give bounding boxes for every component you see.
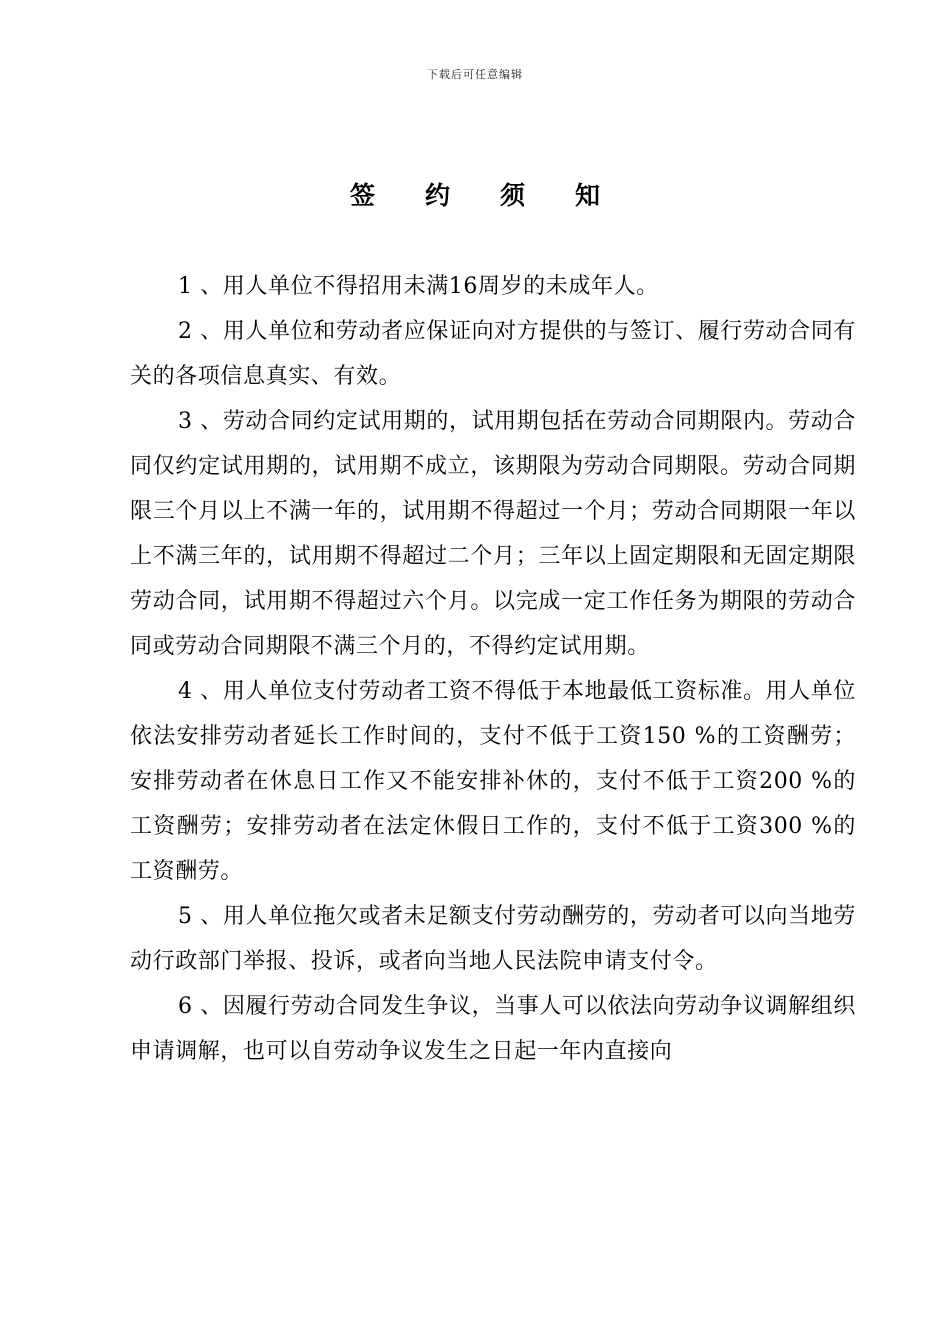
paragraph-3: 3 、劳动合同约定试用期的，试用期包括在劳动合同期限内。劳动合同仅约定试用期的，试用期不成立，该期限为劳动合同期限。劳动合同期限三个月以上不满一年的，试用期不得超过一个月；劳动合同期限一年以上不满三年的，试用期不得超过二个月；三年以上固定期限和无固定期限劳动合同，试用期不得超过六个月。以完成一定工作任务为期限的劳动合同或劳动合同期限不满三个月的，不得约定试用期。 xyxy=(130,409,856,659)
page-title: 签约须知 xyxy=(349,181,650,210)
paragraph-6: 6 、因履行劳动合同发生争议，当事人可以依法向劳动争议调解组织申请调解，也可以自劳动争议发生之日起一年内直接向 xyxy=(130,994,856,1064)
paragraph-5: 5 、用人单位拖欠或者未足额支付劳动酬劳的，劳动者可以向当地劳动行政部门举报、投诉，或者向当地人民法院申请支付令。 xyxy=(130,904,856,974)
document-body xyxy=(130,264,856,1074)
paragraph-1: 1 、用人单位不得招用未满16周岁的未成年人。 xyxy=(178,274,659,299)
paragraph-4: 4 、用人单位支付劳动者工资不得低于本地最低工资标准。用人单位依法安排劳动者延长工作时间的，支付不低于工资150 %的工资酬劳；安排劳动者在休息日工作又不能安排补休的，支付不低于工资200 %的工资酬劳；安排劳动者在法定休假日工作的，支付不低于工资300 %的工资酬劳。 xyxy=(130,679,856,884)
paragraph-2: 2 、用人单位和劳动者应保证向对方提供的与签订、履行劳动合同有关的各项信息真实、有效。 xyxy=(130,319,856,389)
header-note: 下载后可任意编辑 xyxy=(427,68,523,81)
